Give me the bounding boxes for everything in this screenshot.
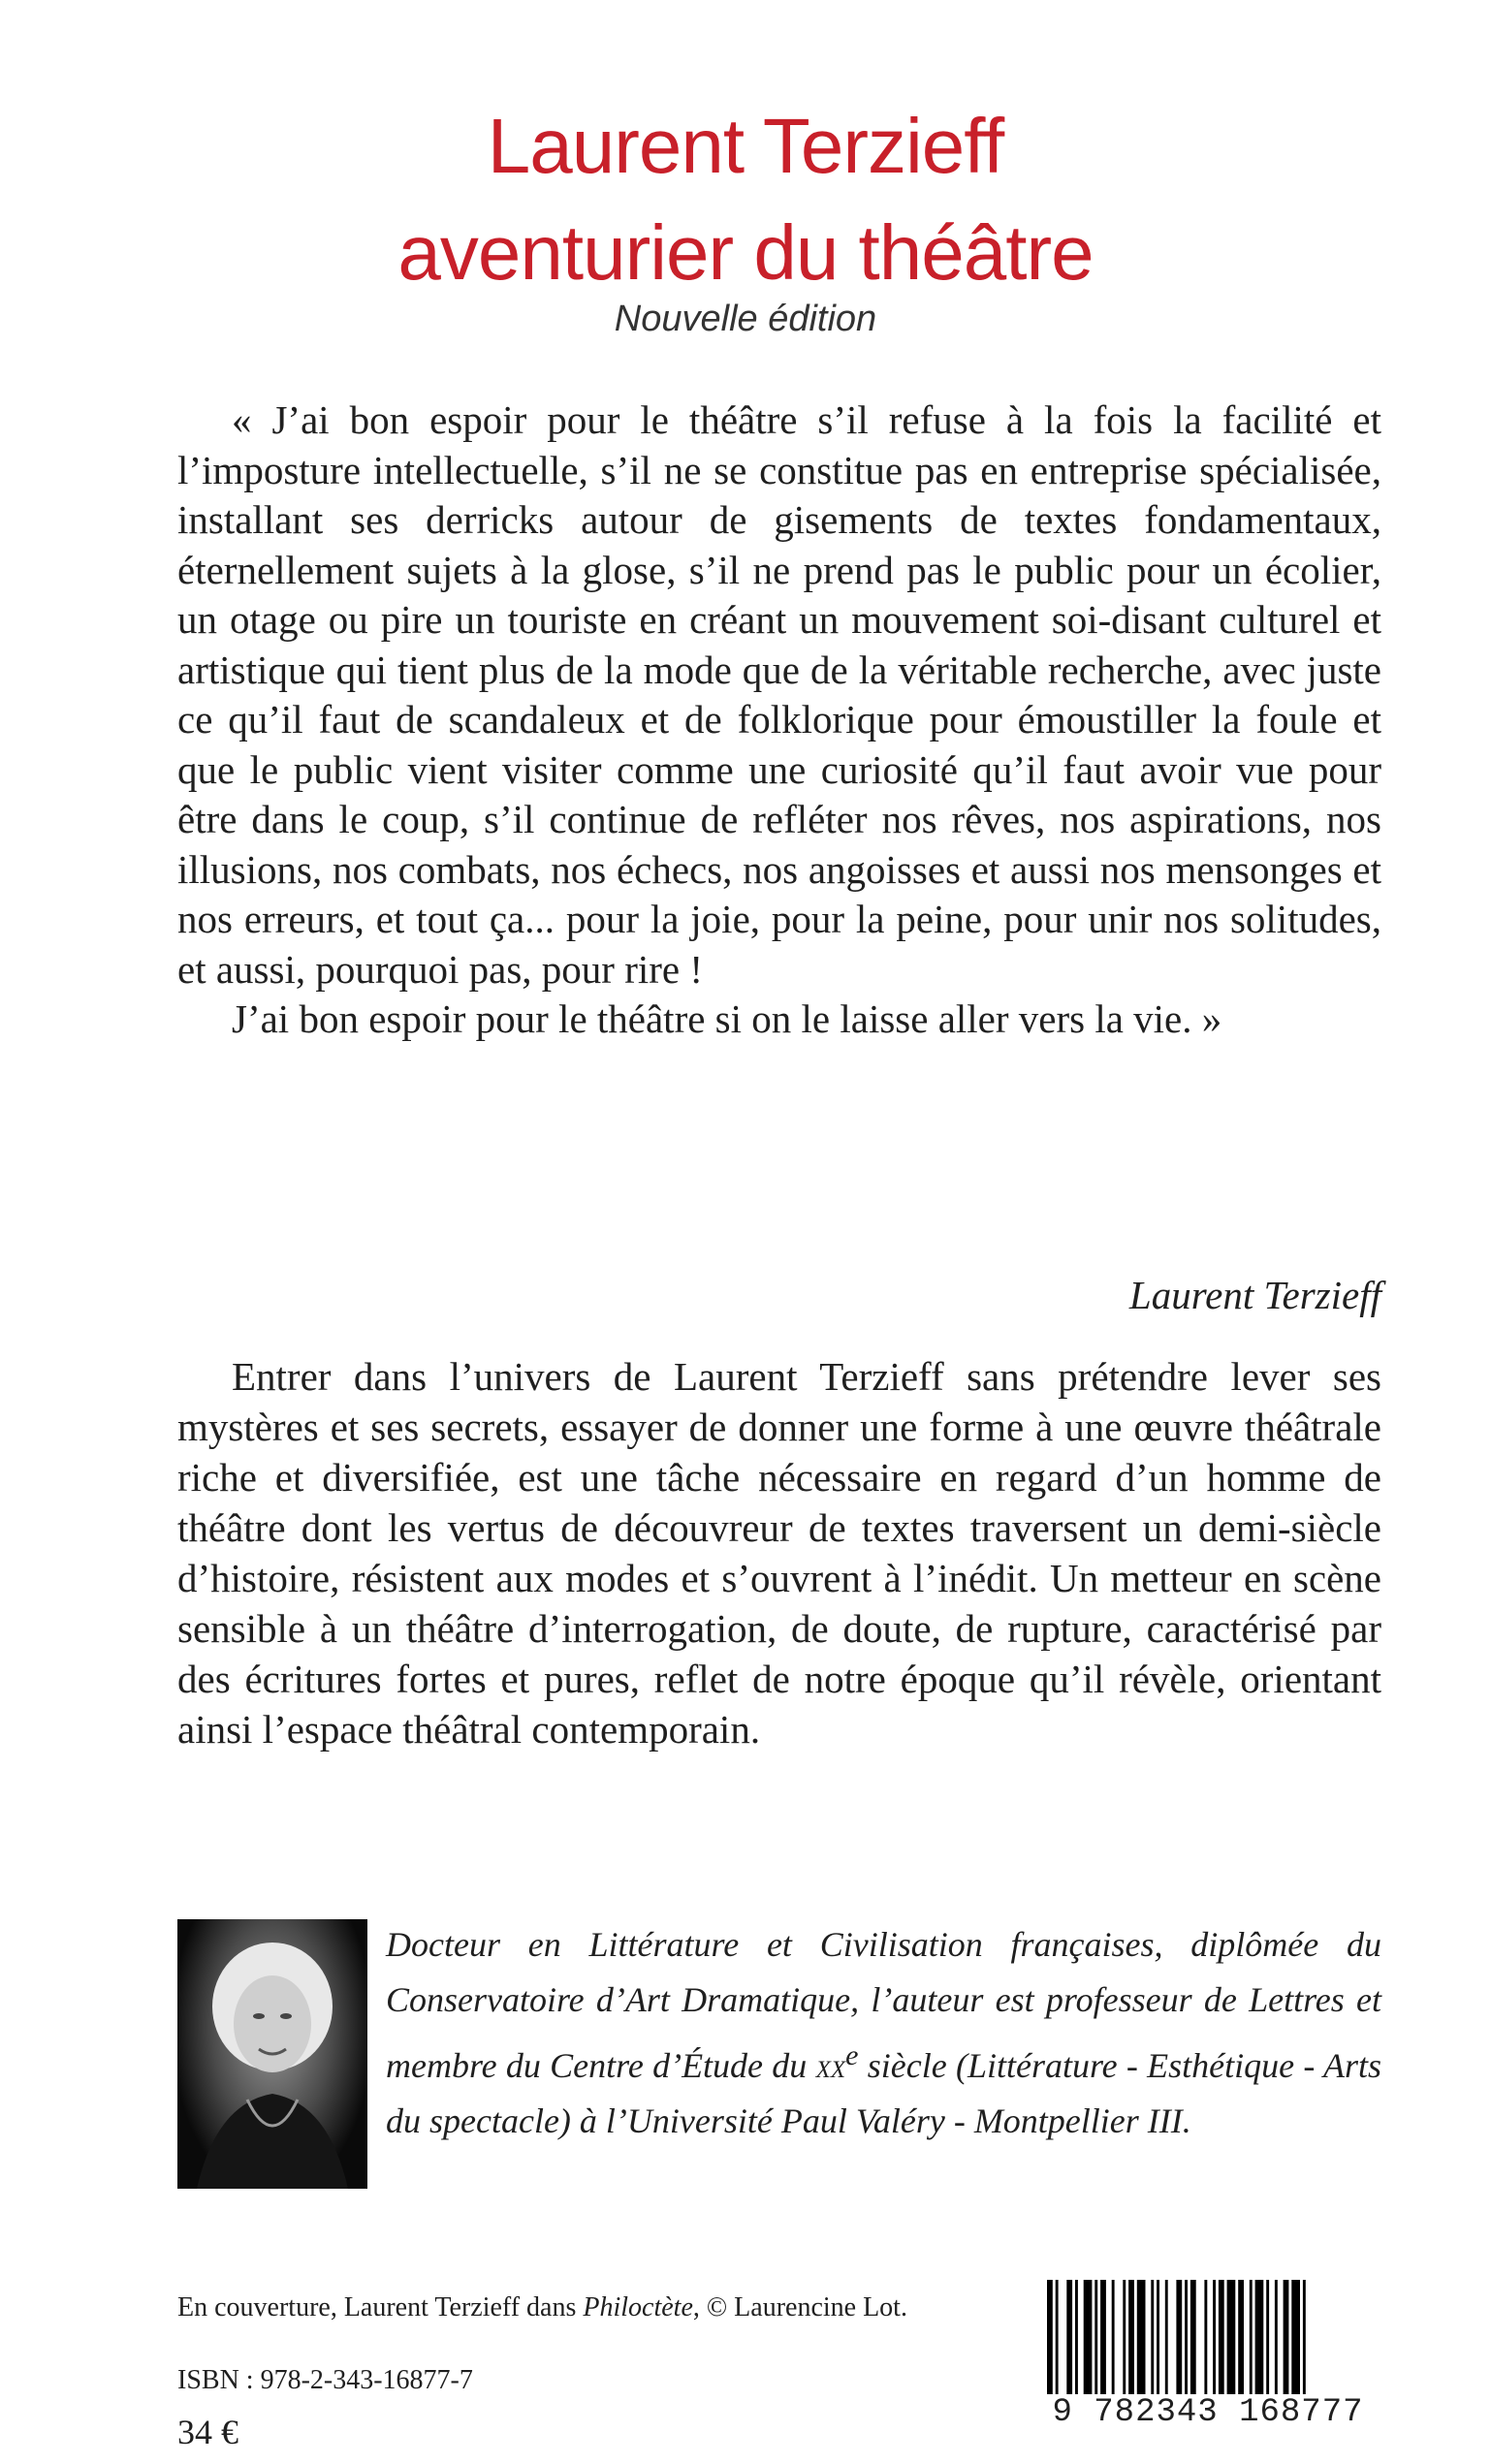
author-bio bbox=[386, 1917, 1381, 2149]
barcode-bar bbox=[1303, 2280, 1306, 2396]
barcode-bar bbox=[1204, 2280, 1207, 2396]
century-roman-numeral: xx bbox=[815, 2046, 846, 2085]
book-description bbox=[177, 1351, 1381, 1754]
barcode-bar bbox=[1157, 2280, 1159, 2396]
barcode-bar bbox=[1185, 2280, 1188, 2396]
isbn: ISBN : 978-2-343-16877-7 bbox=[177, 2365, 473, 2395]
barcode-bars bbox=[1033, 2280, 1382, 2396]
credit-prefix: En couverture, Laurent Terzieff dans bbox=[177, 2292, 584, 2322]
barcode-bar bbox=[1176, 2280, 1182, 2396]
barcode-bar bbox=[1151, 2280, 1154, 2396]
century-superscript: e bbox=[845, 2039, 859, 2071]
barcode-bar bbox=[1128, 2280, 1134, 2396]
barcode-bar bbox=[1084, 2280, 1093, 2396]
author-portrait-image bbox=[177, 1919, 367, 2189]
barcode-bar bbox=[1213, 2280, 1216, 2396]
barcode-bar bbox=[1266, 2280, 1269, 2396]
barcode bbox=[1033, 2280, 1382, 2464]
barcode-bar bbox=[1275, 2280, 1278, 2396]
credit-work-title: Philoctète bbox=[583, 2292, 693, 2322]
quote-block bbox=[177, 395, 1381, 1045]
bio-text-1: Docteur en Littérature et Civilisation françaises, diplômée du Conservatoire d’Art Dramatique, l’auteur est professeur de Lettres et membre du Centre d’Étude du bbox=[386, 1925, 1381, 2085]
barcode-bar bbox=[1112, 2280, 1115, 2396]
book-title bbox=[0, 93, 1491, 306]
title-line-1: Laurent Terzieff bbox=[487, 103, 1004, 189]
barcode-bar bbox=[1123, 2280, 1126, 2396]
barcode-digits: 9 782343 168777 bbox=[1033, 2394, 1382, 2431]
barcode-bar bbox=[1094, 2280, 1097, 2396]
barcode-bar bbox=[1075, 2280, 1078, 2396]
barcode-bar bbox=[1190, 2280, 1196, 2396]
barcode-bar bbox=[1165, 2280, 1168, 2396]
barcode-bar bbox=[1219, 2280, 1224, 2396]
author-photo bbox=[177, 1919, 367, 2189]
barcode-bar bbox=[1291, 2280, 1300, 2396]
barcode-bar bbox=[1047, 2280, 1053, 2396]
quote-author: Laurent Terzieff bbox=[1128, 1273, 1381, 1317]
barcode-bar bbox=[1238, 2280, 1244, 2396]
barcode-bar bbox=[1250, 2280, 1253, 2396]
barcode-bar bbox=[1066, 2280, 1072, 2396]
barcode-bar bbox=[1227, 2280, 1236, 2396]
barcode-bar bbox=[1100, 2280, 1106, 2396]
description-paragraph: Entrer dans l’univers de Laurent Terzieff sans prétendre lever ses mystères et ses secrets, essayer de donner une forme à une œuvre théâtrale riche et diversifiée, est une tâche nécessaire en regard d’un homme de théâtre dont les vertus de découvreur de textes traversent un demi-siècle d’histoire, résistent aux modes et s’ouvrent à l’inédit. Un metteur en scène sensible à un théâtre d’interrogation, de doute, de rupture, caractérisé par des écritures fortes et pures, reflet de notre époque qu’il révèle, orientant ainsi l’espace théâtral contemporain. bbox=[177, 1354, 1381, 1752]
quote-paragraph-2: J’ai bon espoir pour le théâtre si on le laisse aller vers la vie. » bbox=[232, 996, 1222, 1041]
price: 34 € bbox=[177, 2413, 238, 2451]
bio-text-2: siècle (Littérature - Esthétique - Arts du spectacle) à l’Université Paul Valéry - Montpellier III. bbox=[386, 2046, 1381, 2140]
cover-credit bbox=[177, 2292, 907, 2323]
barcode-bar bbox=[1056, 2280, 1059, 2396]
quote-paragraph-1: « J’ai bon espoir pour le théâtre s’il refuse à la fois la facilité et l’imposture intellectuelle, s’il ne se constitue pas en entreprise spécialisée, installant ses derricks autour de gisements de textes fondamentaux, éternellement sujets à la glose, s’il ne prend pas le public pour un écolier, un otage ou pire un touriste en créant un mouvement soi-disant culturel et artistique qui tient plus de la mode que de la véritable recherche, avec juste ce qu’il faut de scandaleux et de folklorique pour émoustiller la foule et que le public vient visiter comme une curiosité qu’il faut avoir vue pour être dans le coup, s’il continue de refléter nos rêves, nos aspirations, nos illusions, nos combats, nos échecs, nos angoisses et aussi nos mensonges et nos erreurs, et tout ça... pour la joie, pour la peine, pour unir nos solitudes, et aussi, pourquoi pas, pour rire ! bbox=[177, 397, 1381, 992]
title-line-2: aventurier du théâtre bbox=[397, 209, 1094, 296]
credit-suffix: , © Laurencine Lot. bbox=[692, 2292, 907, 2322]
barcode-bar bbox=[1137, 2280, 1146, 2396]
edition-subtitle: Nouvelle édition bbox=[614, 299, 877, 339]
barcode-bar bbox=[1255, 2280, 1264, 2396]
barcode-bar bbox=[1284, 2280, 1289, 2396]
